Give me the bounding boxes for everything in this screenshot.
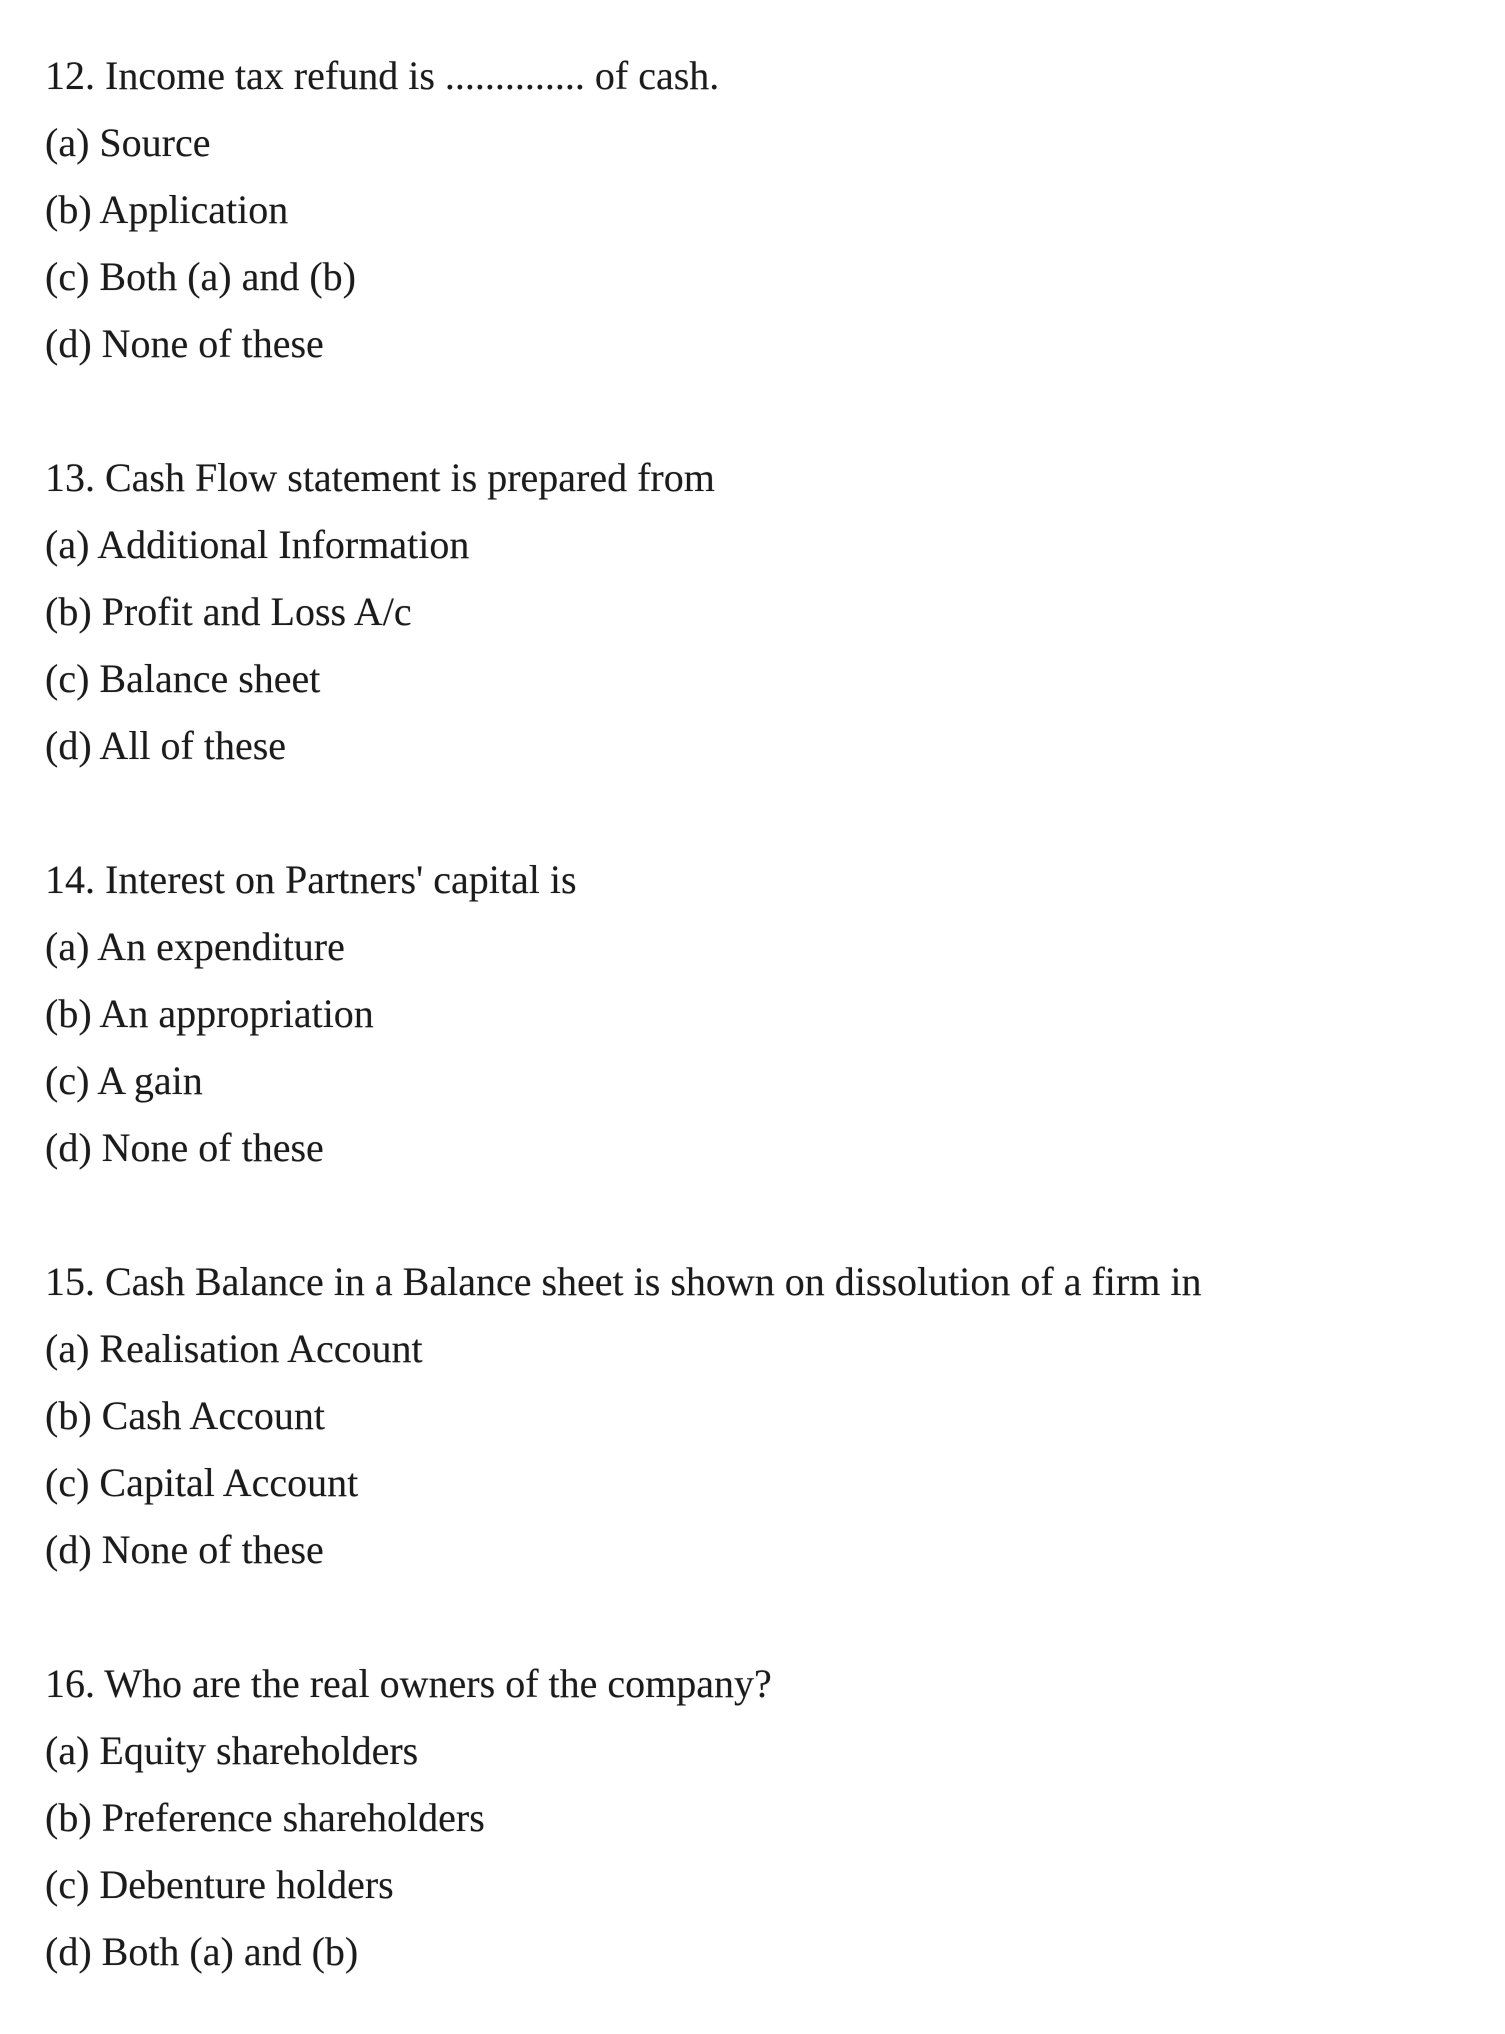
- option-line: (b) Profit and Loss A/c: [45, 589, 412, 634]
- option-line: (b) Cash Account: [45, 1393, 325, 1438]
- option-line: (d) None of these: [45, 321, 324, 366]
- question-block-12: [45, 42, 1475, 377]
- question-block-15: [45, 1248, 1475, 1583]
- option-line: (c) Debenture holders: [45, 1862, 394, 1907]
- option-line: (d) Both (a) and (b): [45, 1929, 359, 1974]
- option-line: (d) None of these: [45, 1125, 324, 1170]
- option-line: (a) Additional Information: [45, 522, 470, 567]
- option-line: (b) An appropriation: [45, 991, 374, 1036]
- option-line: (c) A gain: [45, 1058, 203, 1103]
- option-line: (c) Capital Account: [45, 1460, 359, 1505]
- option-line: (a) An expenditure: [45, 924, 345, 969]
- option-line: (a) Source: [45, 120, 211, 165]
- question-text: 16. Who are the real owners of the company?: [45, 1661, 772, 1706]
- option-line: (c) Both (a) and (b): [45, 254, 356, 299]
- question-block-13: [45, 444, 1475, 779]
- option-line: (d) None of these: [45, 1527, 324, 1572]
- question-text: 14. Interest on Partners' capital is: [45, 857, 577, 902]
- question-block-14: [45, 846, 1475, 1181]
- question-text: 15. Cash Balance in a Balance sheet is shown on dissolution of a firm in: [45, 1259, 1202, 1304]
- option-line: (d) All of these: [45, 723, 287, 768]
- option-line: (a) Realisation Account: [45, 1326, 423, 1371]
- question-text: 12. Income tax refund is .............. of cash.: [45, 53, 720, 98]
- question-text: 13. Cash Flow statement is prepared from: [45, 455, 715, 500]
- option-line: (c) Balance sheet: [45, 656, 321, 701]
- option-line: (b) Preference shareholders: [45, 1795, 485, 1840]
- option-line: (b) Application: [45, 187, 289, 232]
- question-block-16: [45, 1650, 1475, 1985]
- option-line: (a) Equity shareholders: [45, 1728, 419, 1773]
